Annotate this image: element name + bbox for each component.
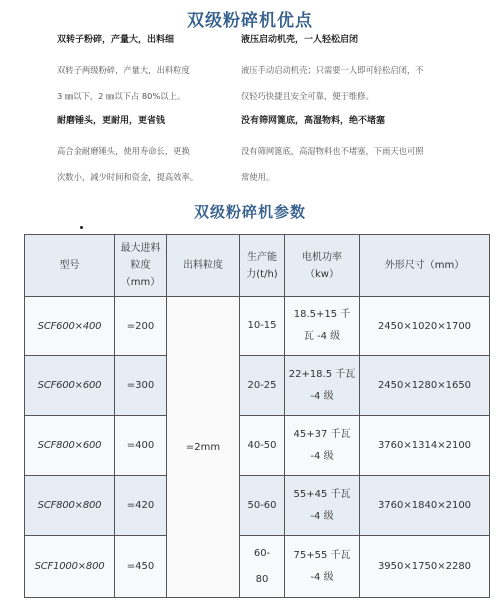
advantage-block: [241, 34, 451, 115]
cell-max-feed: =400: [115, 416, 167, 476]
capacity-line: 20-25: [247, 379, 277, 391]
advantage-heading: 双转子粉碎，产量大，出料细: [57, 35, 175, 45]
advantage-block: [57, 34, 262, 115]
advantage-block: [57, 115, 262, 196]
power-line: 75+55 千瓦: [293, 549, 351, 561]
advantage-line: 高合金耐磨锤头，使用寿命长，更换: [57, 146, 190, 156]
advantage-text: [241, 57, 451, 109]
header-capacity: [240, 235, 285, 297]
cell-capacity: [240, 476, 285, 536]
cell-model: SCF800×800: [25, 476, 115, 536]
header-output-size: 出料粒度: [167, 235, 240, 297]
header-power: [285, 235, 360, 297]
cell-power: [285, 416, 360, 476]
cell-output-size: =2mm: [167, 297, 240, 598]
header-line: 最大进料: [120, 243, 161, 254]
header-model: 型号: [25, 235, 115, 297]
advantage-line: 双转子两级粉碎，产量大，出料粒度: [57, 65, 190, 75]
cell-model: SCF1000×800: [25, 536, 115, 598]
header-line: 粒度: [130, 260, 151, 271]
cell-dimensions: 2450×1020×1700: [360, 297, 490, 356]
power-line: -4 级: [310, 571, 334, 583]
power-line: 55+45 千瓦: [293, 488, 351, 500]
cell-max-feed: =200: [115, 297, 167, 356]
advantage-heading: 没有筛网篦底，高湿物料，绝不堵塞: [241, 116, 386, 126]
advantage-text: [57, 57, 262, 109]
table-row: [25, 476, 490, 536]
advantage-line: 没有筛网篦底，高湿物料也不堵塞，下雨天也可照: [241, 146, 424, 156]
advantages-right-column: [241, 34, 451, 196]
capacity-line: 10-15: [247, 320, 277, 331]
advantage-text: [241, 138, 451, 190]
capacity-line: 80: [255, 573, 269, 585]
advantage-line: 液压手动启动机壳；只需要一人即可轻松启闭，不: [241, 65, 424, 75]
cell-model: SCF800×600: [25, 416, 115, 476]
cell-power: [285, 356, 360, 416]
table-header-row: [25, 235, 490, 297]
power-line: -4 级: [310, 390, 334, 402]
cell-capacity: [240, 536, 285, 598]
header-line: （mm）: [120, 277, 161, 288]
header-max-feed: [115, 235, 167, 297]
capacity-line: 40-50: [247, 439, 277, 451]
cell-power: [285, 297, 360, 356]
power-line: -4 级: [310, 450, 334, 462]
header-dimensions: 外形尺寸（mm）: [360, 235, 490, 297]
power-line: 22+18.5 千瓦: [288, 368, 356, 380]
spec-table: [24, 234, 490, 598]
power-line: 瓦 -4 级: [303, 331, 341, 342]
table-row: [25, 356, 490, 416]
cell-max-feed: =450: [115, 536, 167, 598]
header-line: （kw）: [305, 268, 339, 280]
params-title: 双级粉碎机参数: [193, 203, 306, 221]
advantage-line: 次数小，减少时间和资金，提高效率。: [57, 172, 199, 182]
bullet-dot: [80, 226, 83, 229]
table-row: [25, 297, 490, 356]
advantage-text: [57, 138, 262, 190]
advantage-line: 仅轻巧快捷且安全可靠，便于维修。: [241, 91, 374, 101]
table-row: [25, 536, 490, 598]
advantage-heading: 液压启动机壳，一人轻松启闭: [241, 35, 359, 45]
advantages-left-column: [57, 34, 262, 196]
cell-model: SCF600×400: [25, 297, 115, 356]
header-line: 电机功率: [302, 251, 342, 263]
cell-capacity: [240, 297, 285, 356]
capacity-line: 60-: [253, 547, 271, 559]
header-line: 力(t/h): [246, 268, 278, 280]
power-line: 18.5+15 千: [293, 309, 351, 320]
cell-dimensions: 3760×1840×2100: [360, 476, 490, 536]
advantage-line: 3 ㎜以下，2 ㎜以下占 80%以上。: [57, 91, 186, 101]
cell-dimensions: 2450×1280×1650: [360, 356, 490, 416]
cell-dimensions: 3950×1750×2280: [360, 536, 490, 598]
cell-capacity: [240, 356, 285, 416]
cell-capacity: [240, 416, 285, 476]
table-row: [25, 416, 490, 476]
cell-power: [285, 536, 360, 598]
capacity-line: 50-60: [247, 499, 277, 511]
power-line: -4 级: [310, 510, 334, 522]
advantage-heading: 耐磨锤头，更耐用，更省钱: [57, 116, 166, 126]
advantage-block: [241, 115, 451, 196]
advantage-line: 常使用。: [241, 172, 275, 182]
power-line: 45+37 千瓦: [293, 428, 351, 440]
advantages-title: 双级粉碎机优点: [187, 11, 313, 31]
cell-model: SCF600×600: [25, 356, 115, 416]
header-line: 生产能: [247, 251, 277, 263]
cell-power: [285, 476, 360, 536]
cell-max-feed: =300: [115, 356, 167, 416]
cell-dimensions: 3760×1314×2100: [360, 416, 490, 476]
cell-max-feed: =420: [115, 476, 167, 536]
